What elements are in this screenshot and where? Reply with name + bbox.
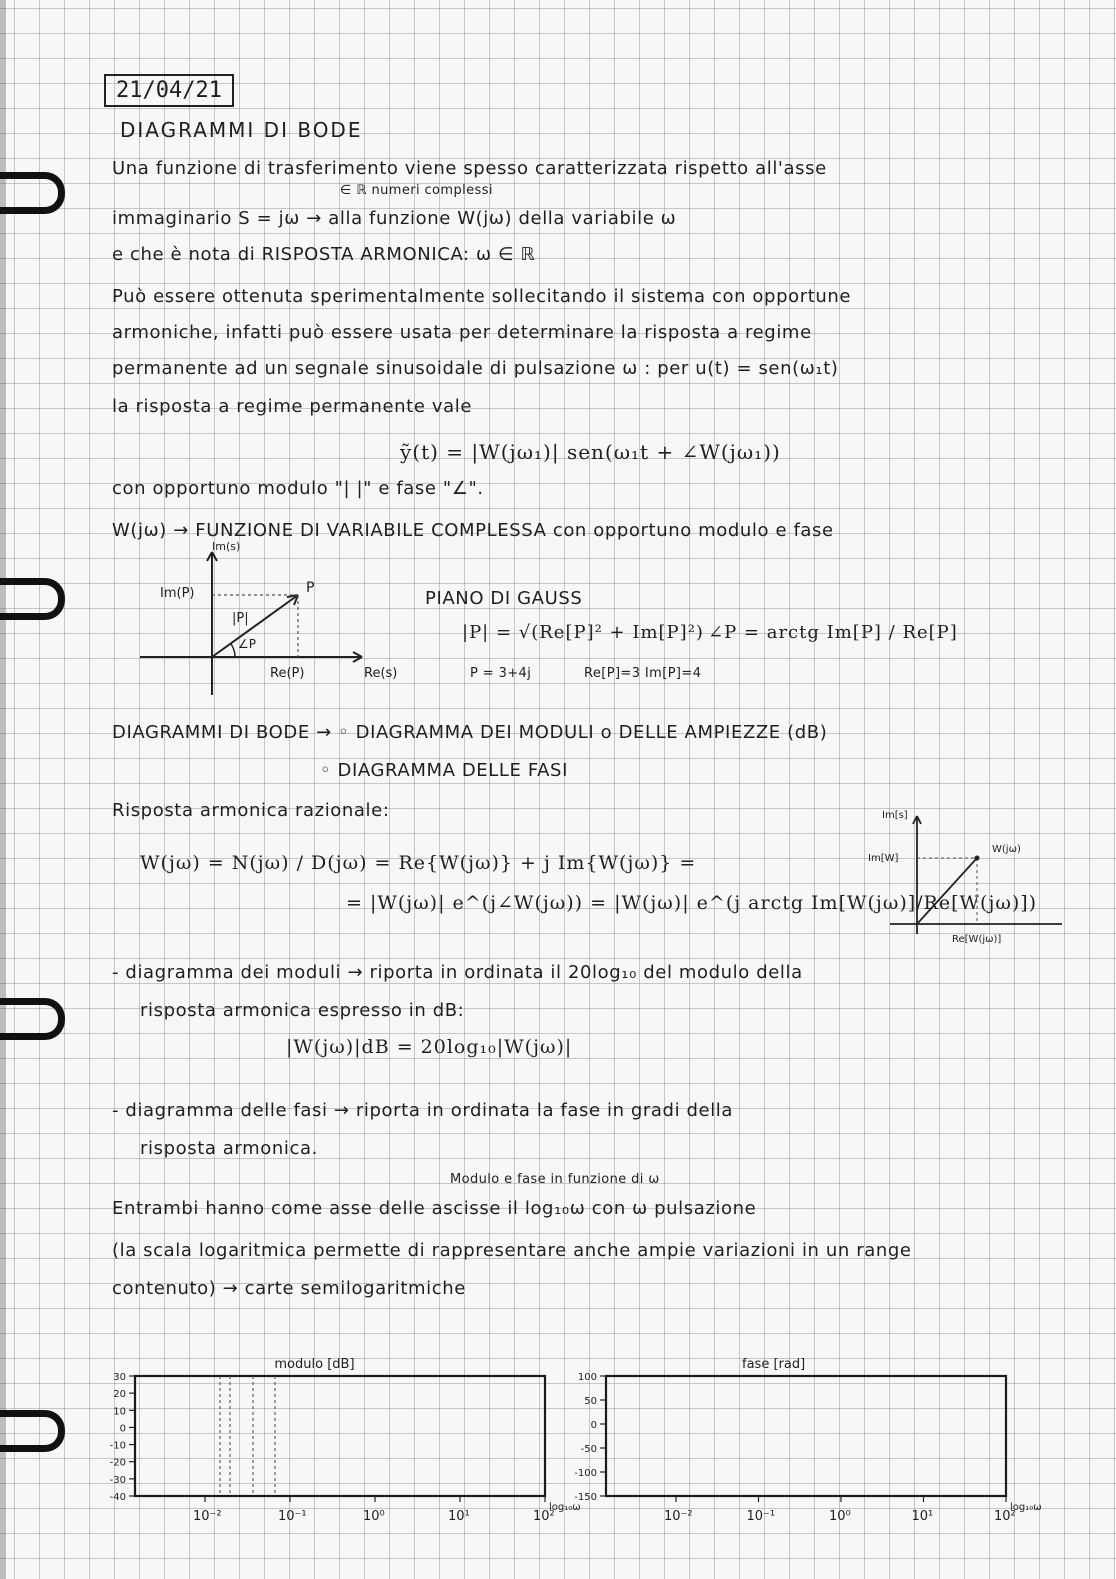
y-tick-label: 20 bbox=[113, 1389, 126, 1401]
formula: W(jω) = N(jω) / D(jω) = Re{W(jω)} + j Im{W(jω)} = bbox=[140, 852, 697, 874]
y-tick-label: -150 bbox=[574, 1492, 597, 1503]
sketch-label: W(jω) bbox=[992, 844, 1021, 855]
y-tick-label: 50 bbox=[584, 1396, 597, 1407]
gauss-example: P = 3+4j bbox=[470, 666, 532, 681]
gauss-label: Im(P) bbox=[160, 586, 195, 601]
text-line: Una funzione di trasferimento viene spesso caratterizzata rispetto all'asse bbox=[112, 158, 827, 179]
section-heading: Risposta armonica razionale: bbox=[112, 800, 390, 821]
formula: ỹ(t) = |W(jω₁)| sen(ω₁t + ∠W(jω₁)) bbox=[400, 440, 781, 464]
gauss-formula-phase: ∠P = arctg Im[P] / Re[P] bbox=[708, 622, 958, 643]
gauss-title: PIANO DI GAUSS bbox=[425, 588, 583, 609]
gauss-example: Re[P]=3 Im[P]=4 bbox=[584, 666, 702, 681]
y-tick-label: -10 bbox=[109, 1440, 126, 1452]
annotation: Modulo e fase in funzione di ω bbox=[450, 1172, 660, 1187]
x-tick-label: 10⁻¹ bbox=[746, 1509, 776, 1524]
chart-title: modulo [dB] bbox=[274, 1357, 355, 1372]
text-line: contenuto) → carte semilogaritmiche bbox=[112, 1278, 466, 1299]
text-line: e che è nota di RISPOSTA ARMONICA: ω ∈ ℝ bbox=[112, 244, 536, 265]
gauss-label: P bbox=[306, 580, 315, 596]
gauss-label: Re(P) bbox=[270, 666, 305, 681]
x-tick-label: 10⁰ bbox=[829, 1509, 851, 1524]
x-tick-label: 10⁻² bbox=[664, 1509, 693, 1524]
y-tick-label: -40 bbox=[109, 1492, 126, 1503]
bode-definition: ◦ DIAGRAMMA DELLE FASI bbox=[320, 760, 568, 781]
text-line: (la scala logaritmica permette di rappresentare anche ampie variazioni in un range bbox=[112, 1240, 912, 1261]
x-tick-label: 10¹ bbox=[911, 1509, 934, 1524]
x-tick-label: 10² bbox=[533, 1509, 555, 1524]
text-line: immaginario S = jω → alla funzione W(jω) della variabile ω bbox=[112, 208, 677, 229]
x-tick-label: 10⁻² bbox=[193, 1509, 222, 1524]
x-tick-label: 10⁰ bbox=[363, 1509, 385, 1524]
gauss-label: |P| bbox=[232, 611, 249, 626]
text-line: con opportuno modulo "| |" e fase "∠". bbox=[112, 478, 484, 499]
page-title: DIAGRAMMI DI BODE bbox=[120, 118, 363, 142]
text-line: risposta armonica espresso in dB: bbox=[140, 1000, 465, 1021]
text-line: - diagramma delle fasi → riporta in ordinata la fase in gradi della bbox=[112, 1100, 734, 1121]
sketch-label: Re[W(jω)] bbox=[952, 934, 1002, 945]
y-tick-label: -30 bbox=[109, 1474, 126, 1486]
y-tick-label: 10 bbox=[113, 1406, 126, 1418]
y-tick-label: 30 bbox=[113, 1372, 126, 1383]
x-tick-label: 10¹ bbox=[448, 1509, 470, 1524]
text-line: armoniche, infatti può essere usata per determinare la risposta a regime bbox=[112, 322, 812, 343]
text-line: permanente ad un segnale sinusoidale di pulsazione ω : per u(t) = sen(ω₁t) bbox=[112, 358, 839, 379]
y-tick-label: -100 bbox=[574, 1468, 597, 1479]
gauss-axis-label: Re(s) bbox=[364, 666, 398, 681]
date: 21/04/21 bbox=[104, 74, 234, 107]
y-tick-label: -50 bbox=[580, 1444, 597, 1455]
chart-frame bbox=[135, 1376, 545, 1496]
text-line: risposta armonica. bbox=[140, 1138, 318, 1159]
annotation: ∈ ℝ numeri complessi bbox=[340, 183, 493, 198]
phase-chart bbox=[574, 1357, 1041, 1524]
bode-definition: DIAGRAMMI DI BODE → ◦ DIAGRAMMA DEI MODULI o DELLE AMPIEZZE (dB) bbox=[112, 722, 828, 743]
x-tick-label: 10² bbox=[994, 1509, 1016, 1524]
text-line: la risposta a regime permanente vale bbox=[112, 396, 472, 417]
gauss-axis-label: Im(s) bbox=[212, 540, 241, 553]
text-line: W(jω) → FUNZIONE DI VARIABILE COMPLESSA con opportuno modulo e fase bbox=[112, 520, 834, 541]
gauss-label: ∠P bbox=[238, 637, 256, 651]
sketch-label: Im[W] bbox=[868, 853, 899, 864]
y-tick-label: 0 bbox=[119, 1423, 126, 1435]
formula: = |W(jω)| e^(j∠W(jω)) = |W(jω)| e^(j arctg Im[W(jω)]/Re[W(jω)]) bbox=[346, 892, 1038, 914]
text-line: - diagramma dei moduli → riporta in ordinata il 20log₁₀ del modulo della bbox=[112, 962, 803, 983]
text-line: Entrambi hanno come asse delle ascisse il log₁₀ω con ω pulsazione bbox=[112, 1198, 757, 1219]
y-tick-label: 0 bbox=[590, 1420, 597, 1431]
y-tick-label: 100 bbox=[577, 1372, 597, 1383]
formula: |W(jω)|dB = 20log₁₀|W(jω)| bbox=[286, 1036, 573, 1058]
x-axis-label: log₁₀ω bbox=[549, 1502, 581, 1513]
sketch-label: Im[s] bbox=[882, 810, 908, 821]
modulus-chart bbox=[110, 1357, 581, 1524]
y-tick-label: -20 bbox=[109, 1457, 126, 1469]
x-axis-label: log₁₀ω bbox=[1010, 1502, 1042, 1513]
gauss-formula-modulus: |P| = √(Re[P]² + Im[P]²) bbox=[462, 622, 704, 643]
text-line: Può essere ottenuta sperimentalmente sollecitando il sistema con opportune bbox=[112, 286, 852, 307]
x-tick-label: 10⁻¹ bbox=[278, 1509, 307, 1524]
chart-frame bbox=[606, 1376, 1006, 1496]
chart-title: fase [rad] bbox=[742, 1357, 806, 1372]
